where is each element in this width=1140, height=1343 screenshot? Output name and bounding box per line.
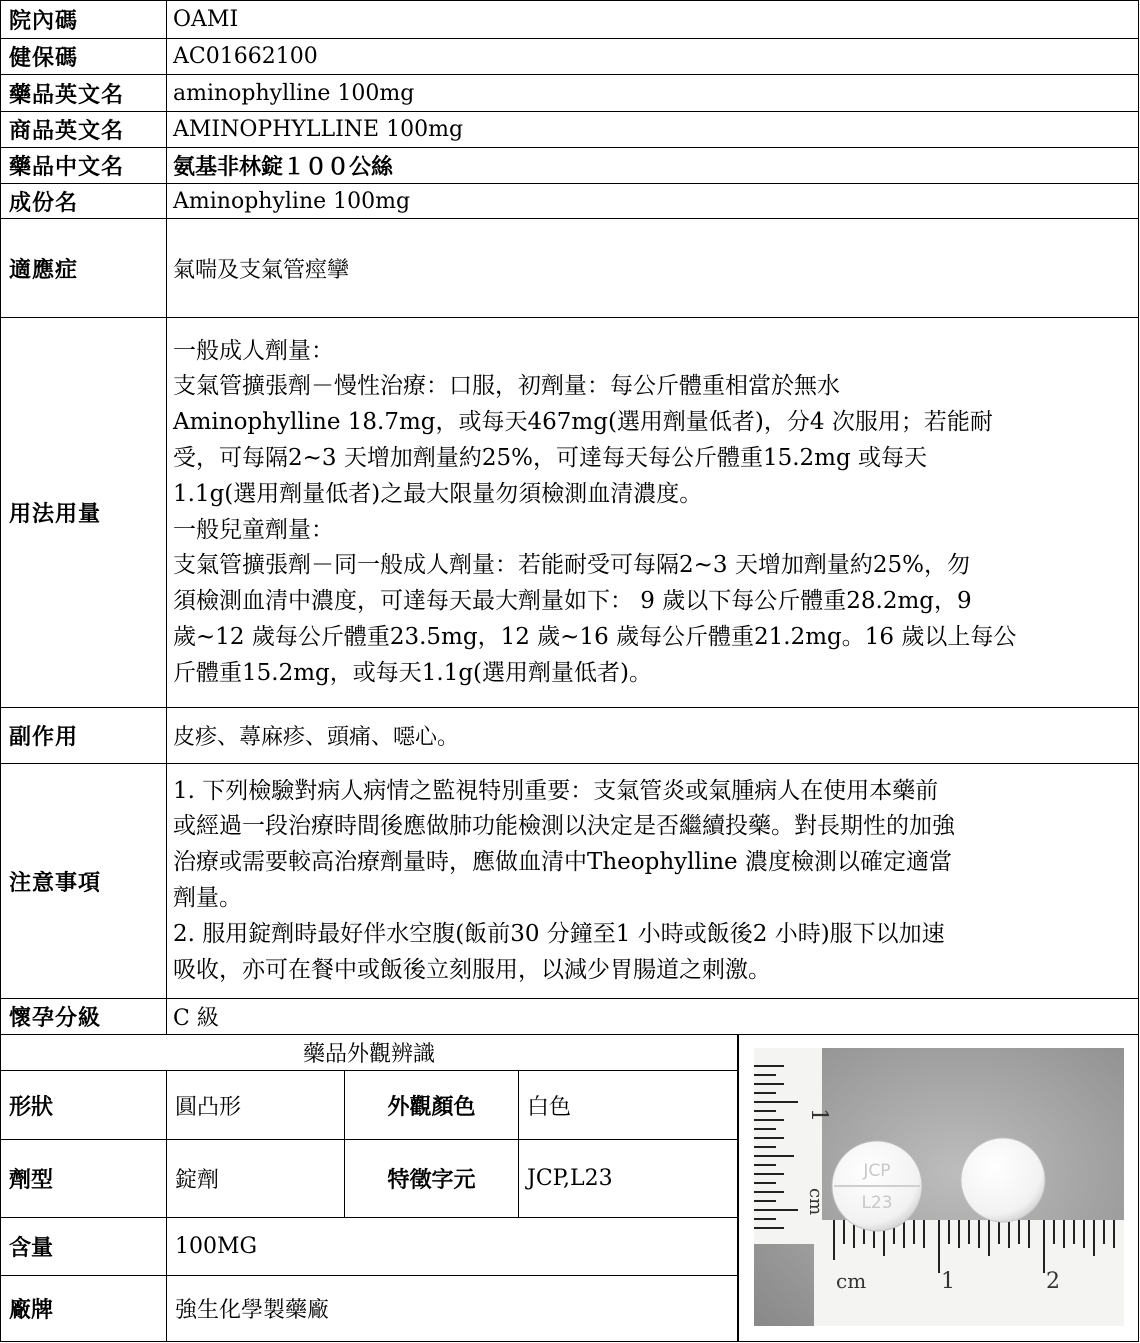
marking-label: 特徵字元 xyxy=(345,1140,519,1218)
dosage-text xyxy=(167,318,1138,707)
dosage-label: 用法用量 xyxy=(1,318,167,707)
manufacturer-label: 廠牌 xyxy=(1,1276,167,1341)
shape-value: 圓凸形 xyxy=(167,1071,345,1140)
dosage-line: 一般兒童劑量： xyxy=(173,516,334,543)
indication-value: 氣喘及支氣管痙攣 xyxy=(173,257,350,283)
marking-value: JCP,L23 xyxy=(519,1140,738,1218)
dosage-line: 支氣管擴張劑－慢性治療：口服，初劑量：每公斤體重相當於無水 xyxy=(173,373,840,400)
tablet-back xyxy=(961,1138,1045,1222)
strength-label: 含量 xyxy=(1,1218,167,1276)
strength-value: 100MG xyxy=(167,1218,738,1276)
ruler-mark-1: 1 xyxy=(941,1269,955,1294)
row-drug-english-name xyxy=(0,74,1139,111)
precautions-line: 或經過一段治療時間後應做肺功能檢測以決定是否繼續投藥。對長期性的加強 xyxy=(173,813,955,840)
nhi-code-value: AC01662100 xyxy=(173,44,318,69)
row-nhi-code xyxy=(0,38,1139,74)
tablet-imprint-top: JCP xyxy=(863,1161,891,1181)
shape-label: 形狀 xyxy=(1,1071,167,1140)
form-value: 錠劑 xyxy=(167,1140,345,1218)
row-dosage xyxy=(0,317,1139,707)
color-label: 外觀顏色 xyxy=(345,1071,519,1140)
side-effects-label: 副作用 xyxy=(1,708,167,763)
row-hospital-code xyxy=(0,0,1139,38)
appearance-table xyxy=(1,1035,738,1341)
dosage-line: 支氣管擴張劑－同一般成人劑量：若能耐受可每隔2~3 天增加劑量約25%，勿 xyxy=(173,552,970,579)
precautions-line: 劑量。 xyxy=(173,885,242,911)
row-drug-chinese-name xyxy=(0,147,1139,183)
precautions-line: 吸收，亦可在餐中或飯後立刻服用，以減少胃腸道之刺激。 xyxy=(173,956,771,983)
row-ingredient xyxy=(0,183,1139,218)
drug-english-name-value: aminophylline 100mg xyxy=(173,80,415,106)
brand-english-name-value: AMINOPHYLLINE 100mg xyxy=(173,117,464,142)
dosage-line: 歲~12 歲每公斤體重23.5mg，12 歲~16 歲每公斤體重21.2mg。16 歲以上每公 xyxy=(173,623,1017,650)
precautions-label: 注意事項 xyxy=(1,764,167,998)
tablet-photo xyxy=(754,1048,1124,1326)
row-brand-english-name xyxy=(0,111,1139,147)
row-pregnancy xyxy=(0,998,1139,1034)
row-side-effects xyxy=(0,707,1139,763)
dosage-line: 受，可每隔2~3 天增加劑量約25%，可達每天每公斤體重15.2mg 或每天 xyxy=(173,444,928,471)
ruler-vertical-mark-1: 1 xyxy=(806,1108,831,1122)
appearance-section xyxy=(0,1034,1139,1342)
row-precautions xyxy=(0,763,1139,998)
form-label: 劑型 xyxy=(1,1140,167,1218)
tablet-imprint-bottom: L23 xyxy=(861,1193,893,1213)
dosage-line: 須檢測血清中濃度，可達每天最大劑量如下： 9 歲以下每公斤體重28.2mg，9 xyxy=(173,588,972,615)
color-value: 白色 xyxy=(519,1071,738,1140)
ruler-horizontal-unit: cm xyxy=(836,1269,867,1293)
drug-chinese-name-label: 藥品中文名 xyxy=(1,148,167,183)
hospital-code-label: 院內碼 xyxy=(1,1,167,38)
appearance-title: 藥品外觀辨識 xyxy=(1,1035,738,1071)
dosage-line: Aminophylline 18.7mg，或每天467mg(選用劑量低者)，分4 次服用；若能耐 xyxy=(173,409,993,436)
ingredient-label: 成份名 xyxy=(1,184,167,218)
manufacturer-value: 強生化學製藥廠 xyxy=(167,1276,738,1341)
precautions-line: 1. 下列檢驗對病人病情之監視特別重要：支氣管炎或氣腫病人在使用本藥前 xyxy=(173,777,939,804)
dosage-line: 斤體重15.2mg，或每天1.1g(選用劑量低者)。 xyxy=(173,659,652,686)
ruler-mark-2: 2 xyxy=(1046,1269,1060,1294)
side-effects-value: 皮疹、蕁麻疹、頭痛、噁心。 xyxy=(173,725,460,750)
pregnancy-value: C 級 xyxy=(173,1006,219,1031)
drug-english-name-label: 藥品英文名 xyxy=(1,75,167,111)
photo-frame xyxy=(738,1035,1139,1341)
ingredient-value: Aminophyline 100mg xyxy=(173,188,411,214)
row-indication xyxy=(0,218,1139,317)
nhi-code-label: 健保碼 xyxy=(1,39,167,74)
pregnancy-label: 懷孕分級 xyxy=(1,999,167,1034)
brand-english-name-label: 商品英文名 xyxy=(1,112,167,147)
precautions-line: 2. 服用錠劑時最好伴水空腹(飯前30 分鐘至1 小時或飯後2 小時)服下以加速 xyxy=(173,920,945,947)
precautions-line: 治療或需要較高治療劑量時，應做血清中Theophylline 濃度檢測以確定適當 xyxy=(173,849,952,876)
precautions-text xyxy=(167,764,1138,998)
hospital-code-value: OAMI xyxy=(173,7,239,32)
dosage-line: 1.1g(選用劑量低者)之最大限量勿須檢測血清濃度。 xyxy=(173,480,703,507)
drug-chinese-name-value: 氨基非林錠１００公絲 xyxy=(173,154,394,180)
ruler-vertical-unit: cm xyxy=(805,1188,826,1216)
dosage-line: 一般成人劑量： xyxy=(173,337,334,364)
indication-label: 適應症 xyxy=(1,219,167,317)
